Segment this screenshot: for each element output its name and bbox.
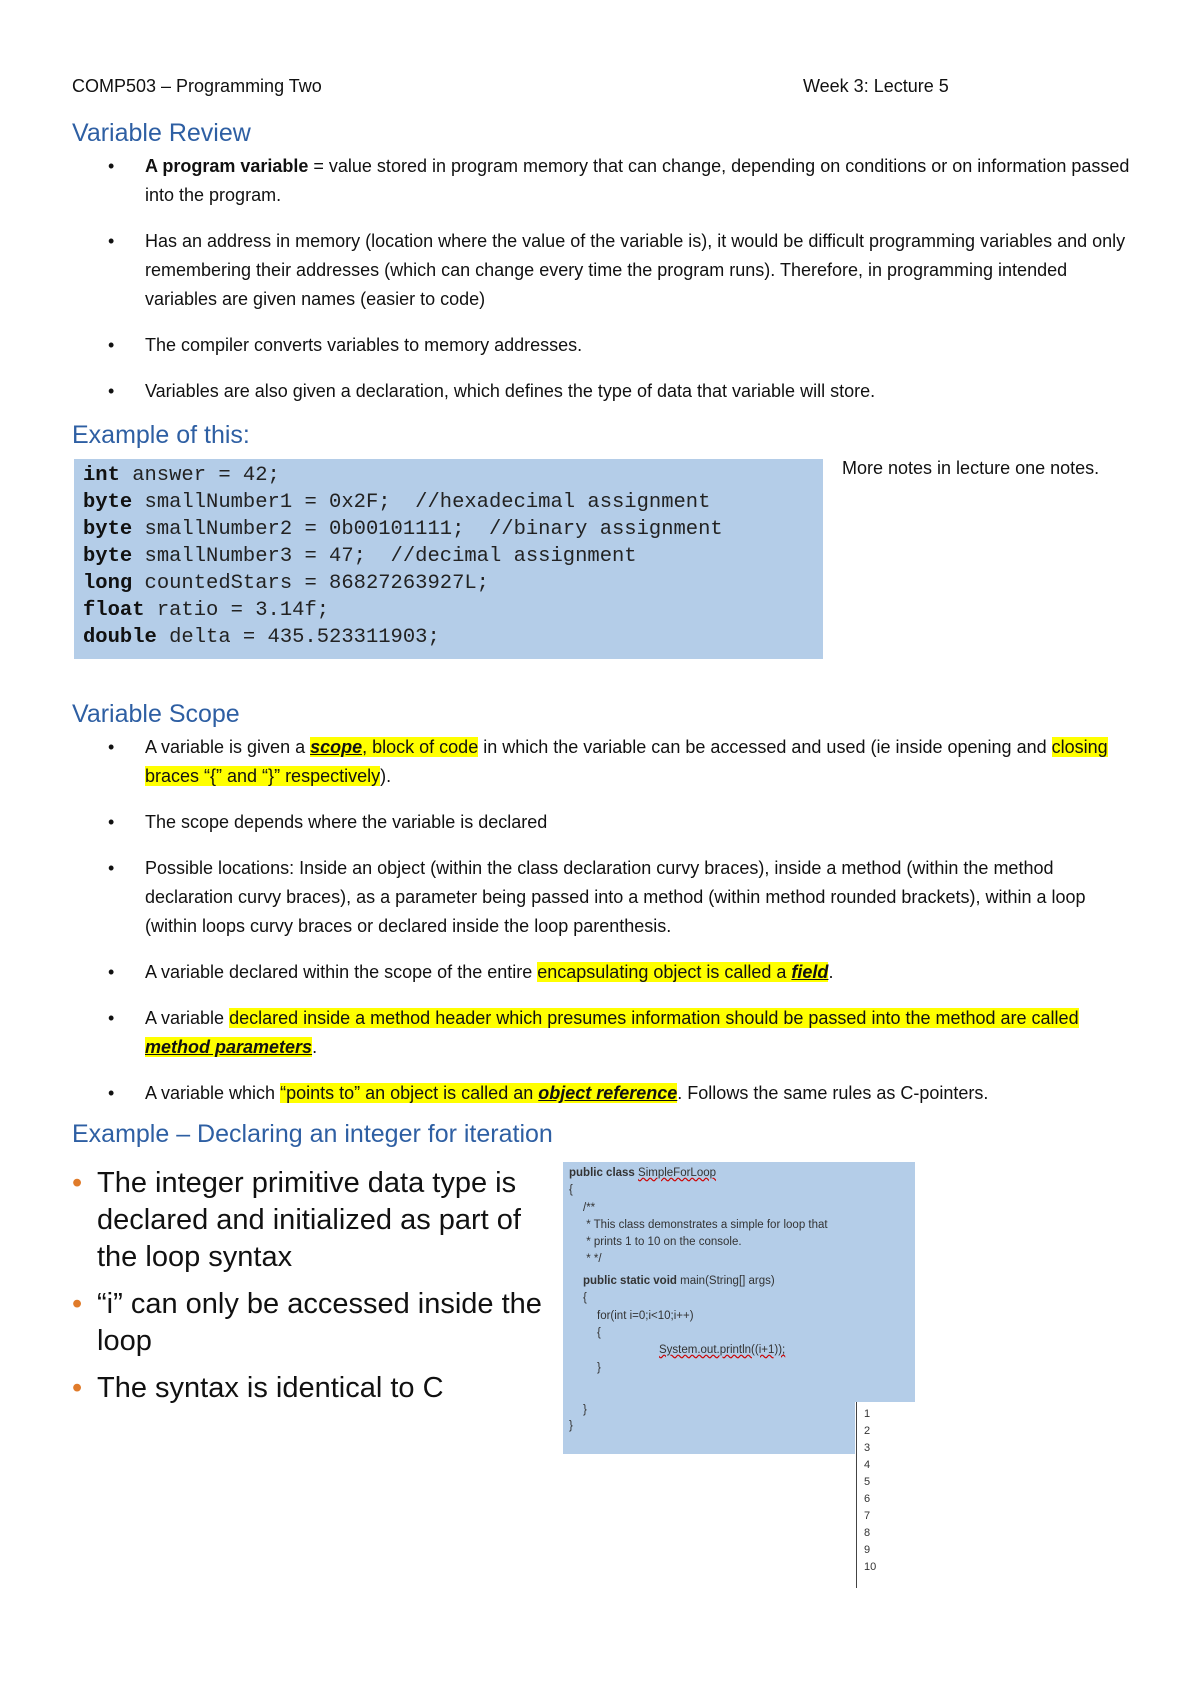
code-line: {	[569, 1184, 573, 1196]
code-line: float ratio = 3.14f;	[83, 599, 330, 622]
bullet-icon: •	[108, 962, 115, 982]
list-item: • Variables are also given a declaration, which defines the type of data that variable will store.	[0, 377, 1200, 406]
list-item: • A program variable = value stored in program memory that can change, depending on conditions or on information passed into the program.	[0, 152, 1200, 210]
bullet-icon: •	[108, 156, 115, 176]
console-output-line: 7	[864, 1510, 871, 1522]
list-item: • Possible locations: Inside an object (within the class declaration curvy braces), inside a method (within the method declaration curvy braces), as a parameter being passed into a method (within method rounded brackets), within a loop (within loops curvy braces or declared inside the loop parenthesis.	[0, 854, 1200, 941]
code-line: }	[583, 1404, 587, 1416]
code-line: for(int i=0;i<10;i++)	[597, 1310, 694, 1322]
bullet-icon: •	[108, 335, 115, 355]
code-screenshot	[563, 1162, 915, 1402]
heading-variable-scope: Variable Scope	[72, 700, 240, 728]
code-line: System.out.println((i+1));	[659, 1344, 786, 1356]
variable-review-list	[0, 152, 1200, 423]
bullet-icon: •	[108, 1083, 115, 1103]
list-item: • The syntax is identical to C	[72, 1370, 542, 1407]
console-output-line: 5	[864, 1476, 871, 1488]
list-item: • A variable is given a scope, block of code in which the variable can be accessed and used (ie inside opening and closing braces “{” and “}” respectively).	[0, 733, 1200, 791]
list-item: • The compiler converts variables to memory addresses.	[0, 331, 1200, 360]
console-output-line: 8	[864, 1527, 871, 1539]
console-output-line: 10	[864, 1561, 877, 1573]
bullet-icon: •	[108, 381, 115, 401]
code-line: public static void main(String[] args)	[583, 1275, 775, 1287]
list-item: • A variable declared within the scope of the entire encapsulating object is called a field.	[0, 958, 1200, 987]
console-output-line: 3	[864, 1442, 871, 1454]
list-item: • A variable which “points to” an object is called an object reference. Follows the same rules as C-pointers.	[0, 1079, 1200, 1108]
code-line: byte smallNumber2 = 0b00101111; //binary assignment	[83, 518, 723, 541]
bullet-icon: •	[108, 737, 115, 757]
list-item: • “i” can only be accessed inside the loop	[72, 1288, 542, 1357]
code-line: int answer = 42;	[83, 464, 280, 487]
bullet-icon: •	[108, 812, 115, 832]
code-line: public class SimpleForLoop	[569, 1167, 717, 1179]
code-block	[74, 459, 823, 659]
code-line: long countedStars = 86827263927L;	[83, 572, 489, 595]
console-divider	[856, 1402, 857, 1588]
bullet-icon: •	[108, 1008, 115, 1028]
code-line: * prints 1 to 10 on the console.	[583, 1236, 742, 1248]
code-line: double delta = 435.523311903;	[83, 626, 440, 649]
header-week: Week 3: Lecture 5	[803, 76, 949, 96]
console-output-line: 9	[864, 1544, 871, 1556]
console-output-line: 1	[864, 1408, 871, 1420]
bullet-icon: •	[108, 231, 115, 251]
heading-example-iteration: Example – Declaring an integer for iteration	[72, 1120, 553, 1148]
heading-variable-review: Variable Review	[72, 119, 251, 147]
code-line: byte smallNumber1 = 0x2F; //hexadecimal assignment	[83, 491, 711, 514]
list-item: • A variable declared inside a method header which presumes information should be passed into the method are called method parameters.	[0, 1004, 1200, 1062]
console-output-line: 6	[864, 1493, 871, 1505]
heading-example-of-this: Example of this:	[72, 421, 250, 449]
list-item: • The integer primitive data type is declared and initialized as part of the loop syntax	[72, 1167, 521, 1273]
code-line: }	[569, 1420, 573, 1432]
code-line: {	[597, 1327, 601, 1339]
code-line: {	[583, 1292, 587, 1304]
variable-scope-list	[0, 733, 1200, 1125]
bullet-icon: •	[72, 1288, 83, 1320]
bullet-icon: •	[108, 858, 115, 878]
list-item: • The scope depends where the variable is declared	[0, 808, 1200, 837]
bullet-icon: •	[72, 1167, 83, 1199]
list-item: • Has an address in memory (location where the value of the variable is), it would be difficult programming variables and only remembering their addresses (which can change every time the program runs). Therefore, in programming intended variables are given names (easier to code)	[0, 227, 1200, 314]
code-line: /**	[583, 1202, 596, 1214]
code-line: * This class demonstrates a simple for loop that	[583, 1219, 828, 1231]
code-line: * */	[583, 1253, 602, 1265]
code-line: byte smallNumber3 = 47; //decimal assignment	[83, 545, 637, 568]
side-note: More notes in lecture one notes.	[842, 458, 1100, 478]
console-output-line: 2	[864, 1425, 871, 1437]
code-line: }	[597, 1362, 601, 1374]
iteration-bullet-list	[72, 1165, 542, 1417]
code-screenshot-lower	[563, 1402, 855, 1454]
header-course: COMP503 – Programming Two	[72, 76, 322, 96]
bullet-icon: •	[72, 1372, 83, 1404]
console-output-line: 4	[864, 1459, 871, 1471]
